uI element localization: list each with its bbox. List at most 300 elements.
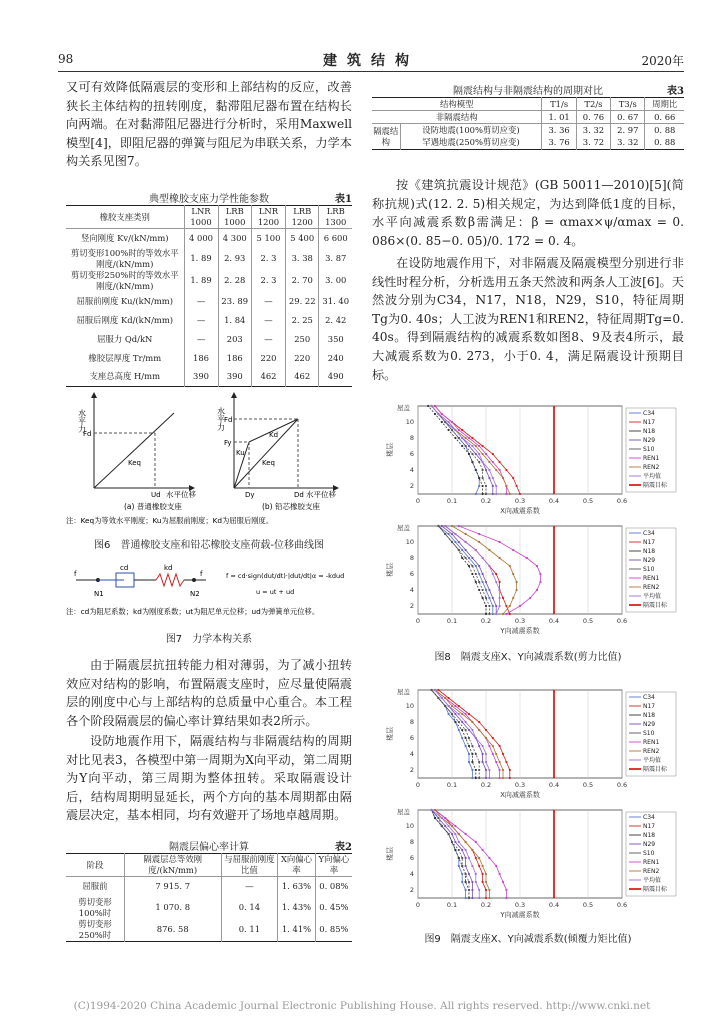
table-cell: 支座总高度 H/mm: [89, 371, 161, 382]
y-axis-label: 楼层: [386, 727, 394, 741]
table-cell: 0. 11: [221, 919, 278, 942]
data-point: [465, 713, 467, 715]
table2-caption: [66, 838, 352, 852]
data-point: [475, 857, 477, 859]
table-cell: 0. 67: [611, 111, 645, 124]
data-point: [505, 485, 507, 487]
data-point: [465, 721, 467, 723]
data-point: [475, 841, 477, 843]
data-point: [495, 753, 497, 755]
legend-label: 隔震目标: [643, 602, 668, 609]
data-point: [495, 605, 497, 607]
data-point: [512, 477, 514, 479]
data-point: [451, 429, 453, 431]
x-tick-label: 0.2: [480, 617, 492, 625]
x-axis-label: X向减震系数: [500, 507, 540, 515]
data-point: [431, 689, 433, 691]
data-point: [441, 421, 443, 423]
data-point: [437, 525, 439, 527]
legend-label: 平均值: [643, 877, 662, 884]
legend-label: N18: [643, 428, 656, 435]
legend-label: REN2: [643, 748, 660, 755]
data-point: [458, 833, 460, 835]
data-point: [502, 613, 504, 615]
table-cell: 2. 97: [611, 124, 645, 137]
data-point: [461, 881, 463, 883]
data-point: [465, 881, 467, 883]
x-tick-label: 0.1: [446, 781, 458, 789]
data-point: [482, 873, 484, 875]
data-point: [431, 405, 433, 407]
data-point: [448, 825, 450, 827]
data-point: [471, 769, 473, 771]
data-point: [495, 485, 497, 487]
table-row: [66, 368, 352, 387]
data-point: [516, 581, 518, 583]
data-point: [502, 769, 504, 771]
x-tick-label: 0: [415, 617, 421, 625]
paragraph-4: 按《建筑抗震设计规范》(GB 50011—2010)[5](简称抗规)式(12. 2. 5)相关规定，为达到降低1度的目标，水平向减震系数β需满足：β = αmax×ψ/αmax = 0. 086×(0. 85−0. 05)/0. 172 = 0. 4。: [372, 178, 684, 248]
legend-label: N18: [643, 548, 656, 555]
data-point: [461, 857, 463, 859]
data-point: [468, 889, 470, 891]
legend-label: C34: [643, 814, 655, 821]
data-point: [458, 541, 460, 543]
table-cell: 1. 01: [542, 111, 576, 124]
y-tick-label: 6: [409, 570, 414, 578]
table-cell: 2. 28: [218, 270, 251, 292]
data-point: [471, 445, 473, 447]
table-cell: 250: [285, 330, 318, 349]
x-tick-label: 0.6: [616, 901, 628, 909]
data-point: [502, 777, 504, 779]
data-point: [512, 549, 514, 551]
data-point: [471, 557, 473, 559]
table-cell: 1. 63%: [278, 877, 316, 897]
x-tick-label: 0.4: [548, 901, 560, 909]
legend-label: S10: [643, 446, 655, 453]
legend-label: REN1: [643, 455, 660, 462]
y-tick-label: 2: [409, 602, 414, 610]
y-tick-label: 10: [405, 822, 414, 830]
table-cell: 0. 76: [576, 111, 610, 124]
data-point: [434, 405, 436, 407]
x-axis-label: Y向减震系数: [500, 911, 540, 919]
paragraph-5: 在设防地震作用下，对非隔震及隔震模型分别进行非线性时程分析，分析选用五条天然波和两条人工波[6]。天然波分别为C34，N17，N18，N29，S10，特征周期Tg为0. 40s；人工波为REN1和REN2，特征周期Tg=0. 40s。得到隔震结构的减震系数如图8、9及表4所示，最大减震系数为0. 273，小于0. 4，满足隔震设计预期目标。: [372, 256, 684, 382]
table3-number: 表3: [667, 86, 684, 97]
data-point: [482, 477, 484, 479]
data-point: [478, 573, 480, 575]
data-point: [485, 605, 487, 607]
data-point: [471, 849, 473, 851]
data-point: [468, 565, 470, 567]
table1-number: 表1: [335, 194, 352, 205]
data-point: [488, 565, 490, 567]
table-header-row: [372, 98, 684, 111]
data-point: [475, 549, 477, 551]
data-point: [478, 897, 480, 899]
header-cell: LNR 1200: [251, 206, 285, 229]
data-point: [499, 589, 501, 591]
data-point: [454, 849, 456, 851]
legend-label: REN1: [643, 575, 660, 582]
table-row: [66, 311, 352, 330]
table-cell: 屈服前刚度 Ku/(kN/mm): [76, 295, 173, 306]
data-point: [495, 573, 497, 575]
data-point: [495, 865, 497, 867]
table-cell: 7 915. 7: [124, 877, 221, 897]
data-point: [434, 817, 436, 819]
legend-label: N18: [643, 832, 656, 839]
legend-label: N17: [643, 419, 656, 426]
figure7-caption: 图7 力学本构关系: [165, 634, 253, 645]
figure7: [66, 558, 356, 628]
data-point: [505, 897, 507, 899]
x-tick-label: 0.3: [514, 497, 526, 505]
fig6b-Dy: Dy: [245, 491, 255, 499]
data-point: [461, 445, 463, 447]
fig6b-ylabel: 水平力: [216, 407, 226, 431]
data-point: [465, 841, 467, 843]
data-point: [451, 525, 453, 527]
data-point: [458, 841, 460, 843]
data-point: [505, 761, 507, 763]
data-point: [478, 729, 480, 731]
table-cell: 1 070. 8: [124, 897, 221, 919]
table-row: [372, 124, 684, 137]
legend-label: S10: [643, 850, 655, 857]
series-line-N18: [428, 406, 482, 494]
x-axis-label: X向减震系数: [500, 791, 540, 799]
data-point: [471, 761, 473, 763]
data-point: [471, 745, 473, 747]
data-point: [434, 809, 436, 811]
table-row: [66, 229, 352, 248]
data-point: [441, 825, 443, 827]
table-cell: 3. 76: [542, 137, 576, 150]
x-tick-label: 0.5: [582, 497, 594, 505]
fig8-chart-y: [378, 518, 678, 640]
series-line-REN1: [435, 406, 506, 494]
table-row: [66, 349, 352, 368]
data-point: [482, 761, 484, 763]
fig6b-Keq: Keq: [262, 459, 275, 467]
data-point: [478, 721, 480, 723]
data-point: [488, 477, 490, 479]
fig6b-subcaption: (b) 铅芯橡胶支座: [262, 502, 320, 511]
data-point: [482, 469, 484, 471]
table-cell: 203: [218, 330, 251, 349]
fig7-N2: N2: [190, 590, 200, 598]
legend-label: 隔震目标: [643, 482, 668, 489]
table1-title: 典型橡胶支座力学性能参数: [149, 194, 269, 205]
data-point: [492, 745, 494, 747]
table-cell: 23. 89: [218, 292, 251, 311]
table-cell: 1. 43%: [278, 897, 316, 919]
table-cell: —: [251, 311, 285, 330]
data-point: [488, 745, 490, 747]
table-cell: —: [184, 330, 218, 349]
x-tick-label: 0.5: [582, 901, 594, 909]
data-point: [478, 541, 480, 543]
data-point: [492, 737, 494, 739]
data-point: [441, 413, 443, 415]
paragraph-3: 设防地震作用下，隔震结构与非隔震结构的周期对比见表3，各模型中第一周期为X向平动，第二周期为Y向平动，第三周期为整体扭转。采取隔震设计后，结构周期明显延长，两个方向的基本周期都由隔震层决定，基本相同，均有效避开了场地卓越周期。: [66, 734, 352, 823]
series-line-N29: [432, 406, 493, 494]
table-header-row: [66, 206, 352, 229]
x-tick-label: 0.3: [514, 781, 526, 789]
x-tick-label: 0.2: [480, 901, 492, 909]
data-point: [499, 605, 501, 607]
data-point: [475, 581, 477, 583]
data-point: [437, 697, 439, 699]
data-point: [499, 581, 501, 583]
data-point: [468, 713, 470, 715]
table-header-row: [66, 854, 352, 877]
data-point: [465, 445, 467, 447]
table-cell: 0. 08%: [315, 877, 352, 897]
data-point: [454, 437, 456, 439]
data-point: [448, 833, 450, 835]
data-point: [482, 881, 484, 883]
data-point: [468, 453, 470, 455]
data-point: [505, 493, 507, 495]
data-point: [482, 589, 484, 591]
data-point: [492, 493, 494, 495]
y-tick-label: 8: [409, 718, 414, 726]
fig7-node-n2: [192, 578, 196, 582]
legend-label: N29: [643, 721, 656, 728]
data-point: [434, 689, 436, 691]
data-point: [482, 453, 484, 455]
data-point: [465, 437, 467, 439]
data-point: [475, 453, 477, 455]
page-header: [58, 52, 684, 70]
table-cell: 非隔震结构: [372, 111, 542, 124]
table-cell: —: [184, 311, 218, 330]
x-tick-label: 0.2: [480, 781, 492, 789]
paragraph-2: 由于隔震层抗扭转能力相对薄弱，为了减小扭转效应对结构的影响，布置隔震支座时，应尽量使隔震层的刚度中心与上部结构的总质量中心重合。本工程各个阶段隔震层的偏心率计算结果如表2所示。: [66, 658, 352, 728]
data-point: [465, 557, 467, 559]
y-axis-label: 楼层: [386, 847, 394, 861]
table-row: [66, 270, 352, 292]
table-cell: 186: [184, 349, 218, 368]
data-point: [488, 897, 490, 899]
x-tick-label: 0.1: [446, 617, 458, 625]
data-point: [448, 705, 450, 707]
data-point: [444, 525, 446, 527]
data-point: [451, 713, 453, 715]
table-cell: 0. 45%: [315, 897, 352, 919]
fig6a-subcaption: (a) 普通橡胶支座: [124, 502, 182, 511]
data-point: [488, 769, 490, 771]
data-point: [536, 565, 538, 567]
data-point: [454, 721, 456, 723]
data-point: [471, 889, 473, 891]
data-point: [471, 565, 473, 567]
data-point: [478, 453, 480, 455]
data-point: [505, 605, 507, 607]
table-cell: 4 300: [218, 229, 251, 248]
data-point: [482, 461, 484, 463]
data-point: [485, 485, 487, 487]
table-cell: 3. 32: [611, 137, 645, 150]
data-point: [475, 777, 477, 779]
y-tick-label: 10: [405, 702, 414, 710]
fig6b-xlabel: 水平位移: [306, 490, 336, 499]
data-point: [478, 477, 480, 479]
data-point: [471, 437, 473, 439]
data-point: [441, 697, 443, 699]
table-cell: 剪切变形250%时: [78, 918, 112, 940]
table-cell: —: [221, 877, 278, 897]
data-point: [437, 413, 439, 415]
data-point: [475, 469, 477, 471]
table-cell: 橡胶层厚度 Tr/mm: [88, 352, 162, 363]
y-tick-label: 6: [409, 450, 414, 458]
x-tick-label: 0.5: [582, 781, 594, 789]
data-point: [434, 413, 436, 415]
x-tick-label: 0.6: [616, 781, 628, 789]
data-point: [451, 841, 453, 843]
y-top-label: 屋盖: [397, 404, 410, 412]
table2-title: 隔震层偏心率计算: [169, 842, 249, 853]
data-point: [536, 589, 538, 591]
x-tick-label: 0: [415, 901, 421, 909]
table1-caption: [66, 190, 352, 204]
fig6b-Fy: Fy: [224, 439, 232, 447]
data-point: [454, 541, 456, 543]
data-point: [471, 721, 473, 723]
data-point: [451, 421, 453, 423]
data-point: [451, 541, 453, 543]
data-point: [488, 613, 490, 615]
fig6a-Fd: Fd: [83, 430, 92, 438]
data-point: [475, 753, 477, 755]
data-point: [458, 429, 460, 431]
table-cell: 0. 14: [221, 897, 278, 919]
table-cell: 390: [218, 368, 251, 387]
header-cell: 隔震层总等效刚度/(kN/mm): [124, 854, 221, 877]
table-cell: 220: [251, 349, 285, 368]
legend-label: N18: [643, 712, 656, 719]
data-point: [468, 557, 470, 559]
table-cell: 29. 22: [285, 292, 318, 311]
figure6-caption: 图6 普通橡胶支座和铅芯橡胶支座荷载-位移曲线图: [94, 540, 324, 551]
x-tick-label: 0.3: [514, 617, 526, 625]
data-point: [492, 613, 494, 615]
figure6: [66, 385, 356, 533]
table-row: [372, 137, 684, 150]
table-cell: 4 000: [184, 229, 218, 248]
x-tick-label: 0.6: [616, 617, 628, 625]
table-cell: 220: [285, 349, 318, 368]
data-point: [454, 825, 456, 827]
data-point: [458, 849, 460, 851]
data-point: [465, 833, 467, 835]
header-cell: LRB 1200: [285, 206, 318, 229]
y-top-label: 屋盖: [397, 808, 410, 816]
data-point: [488, 857, 490, 859]
y-tick-label: 2: [409, 482, 414, 490]
data-point: [509, 565, 511, 567]
x-tick-label: 0: [415, 781, 421, 789]
data-point: [485, 777, 487, 779]
data-point: [482, 557, 484, 559]
data-point: [485, 881, 487, 883]
table2-number: 表2: [335, 842, 352, 853]
data-point: [478, 565, 480, 567]
fig6b-Ku: Ku: [236, 449, 245, 457]
header-cell: 橡胶支座类别: [66, 206, 184, 229]
data-point: [461, 429, 463, 431]
data-point: [488, 549, 490, 551]
table-row: [66, 330, 352, 349]
data-point: [485, 889, 487, 891]
journal-name: 建筑结构: [323, 53, 419, 69]
y-top-label: 屋盖: [397, 524, 410, 532]
data-point: [451, 833, 453, 835]
data-point: [488, 597, 490, 599]
x-tick-label: 0: [415, 497, 421, 505]
table-cell: 31. 40: [319, 292, 352, 311]
data-point: [505, 613, 507, 615]
data-point: [539, 581, 541, 583]
data-point: [465, 849, 467, 851]
y-tick-label: 2: [409, 886, 414, 894]
data-point: [465, 857, 467, 859]
data-point: [492, 477, 494, 479]
data-point: [461, 721, 463, 723]
fig6a-Ud: Ud: [151, 491, 161, 499]
data-point: [444, 705, 446, 707]
data-point: [495, 581, 497, 583]
data-point: [492, 597, 494, 599]
data-point: [475, 881, 477, 883]
series-line-C34: [438, 526, 492, 614]
data-point: [461, 729, 463, 731]
table-cell: 2. 3: [251, 248, 285, 270]
series-line-N18: [432, 690, 476, 778]
table-cell: 6 600: [319, 229, 352, 248]
data-point: [478, 589, 480, 591]
data-point: [448, 697, 450, 699]
data-point: [458, 549, 460, 551]
data-point: [502, 881, 504, 883]
data-point: [471, 753, 473, 755]
data-point: [465, 729, 467, 731]
fig6a-xlabel: 水平位移: [166, 490, 196, 499]
data-point: [509, 613, 511, 615]
legend-label: N29: [643, 437, 656, 444]
fig6a-curve: [94, 413, 174, 488]
data-point: [482, 753, 484, 755]
data-point: [461, 873, 463, 875]
header-cell: LRB 1000: [218, 206, 251, 229]
data-point: [485, 597, 487, 599]
data-point: [499, 597, 501, 599]
table-cell: 2. 25: [285, 311, 318, 330]
data-point: [444, 533, 446, 535]
journal-year: 2020年: [641, 54, 684, 68]
table-row: [66, 897, 352, 919]
fig8-chart-x: [378, 398, 678, 518]
x-tick-label: 0.2: [480, 497, 492, 505]
data-point: [485, 753, 487, 755]
data-point: [461, 549, 463, 551]
group-cell: 隔震结构: [373, 125, 399, 147]
x-axis-label: Y向减震系数: [500, 627, 540, 635]
